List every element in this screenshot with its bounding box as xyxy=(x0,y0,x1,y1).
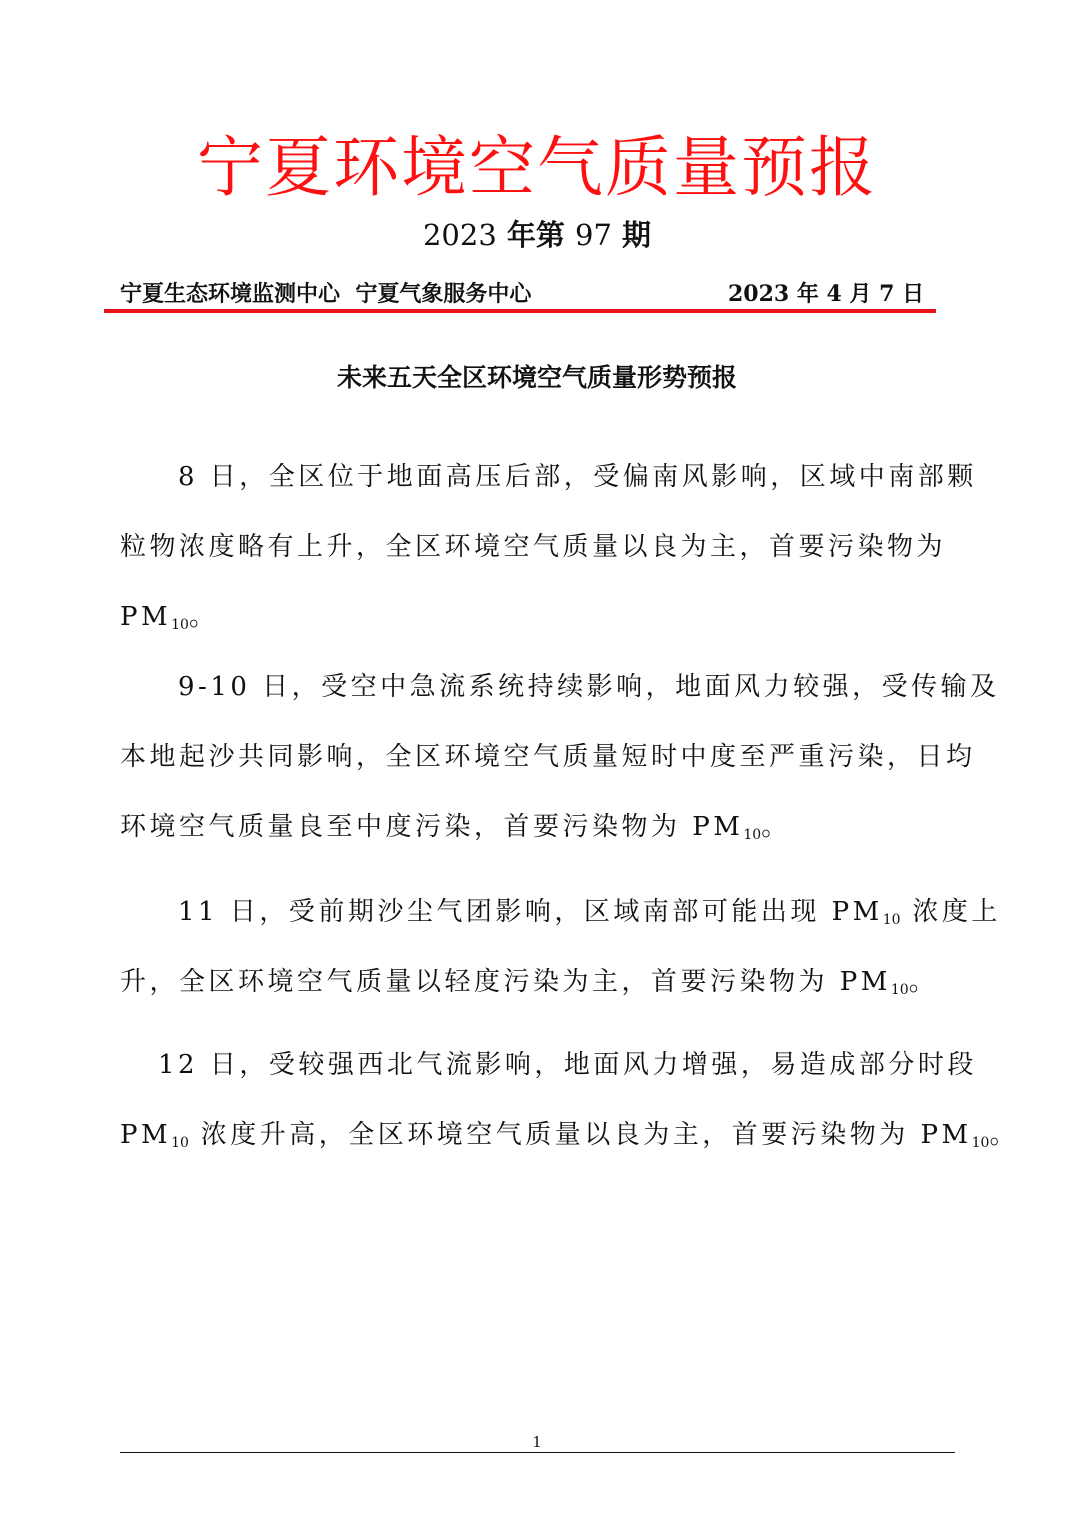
section-title: 未来五天全区环境空气质量形势预报 xyxy=(336,363,737,392)
paragraph-line xyxy=(120,1100,1019,1170)
issue-suffix: 期 xyxy=(611,218,652,252)
paragraph-line: 12 日，受较强西北气流影响，地面风力增强，易造成部分时段 xyxy=(158,1050,977,1080)
paragraph-line xyxy=(120,582,955,652)
pm-text: PM xyxy=(120,602,172,632)
pm-subscript: 10 xyxy=(743,827,762,843)
line-text: 11 日，受前期沙尘气团影响，区域南部可能出现 PM xyxy=(178,897,883,927)
publishers: 宁夏生态环境监测中心 宁夏气象服务中心 xyxy=(120,281,532,307)
masthead-title: 宁夏环境空气质量预报 xyxy=(197,129,877,206)
paragraph-day-9-10 xyxy=(120,652,1000,862)
pm-subscript: 10 xyxy=(971,1135,990,1151)
pm-subscript: 10 xyxy=(882,912,901,928)
pm-subscript: 10 xyxy=(890,982,909,998)
red-divider xyxy=(104,309,936,313)
paragraph-line: 粒物浓度略有上升，全区环境空气质量以良为主，首要污染物为 xyxy=(120,532,947,562)
line-text: 环境空气质量良至中度污染，首要污染物为 PM xyxy=(120,812,744,842)
line-text: 浓度上 xyxy=(900,897,1001,927)
issue-year-suffix: 年第 xyxy=(496,218,575,252)
issue-year: 2023 xyxy=(422,218,497,252)
paragraph-day-11 xyxy=(120,877,1001,1017)
line-text: 浓度升高，全区环境空气质量以良为主，首要污染物为 PM xyxy=(188,1120,972,1150)
paragraph-line: 8 日，全区位于地面高压后部，受偏南风影响，区域中南部颗 xyxy=(178,462,977,492)
pm-subscript: 10 xyxy=(171,617,189,633)
pm-subscript: 10 xyxy=(171,1135,189,1151)
footer-divider xyxy=(120,1452,955,1453)
paragraph-line xyxy=(120,947,955,1017)
page-number: 1 xyxy=(532,1433,542,1451)
issue-number: 97 xyxy=(575,218,612,252)
line-text: 升，全区环境空气质量以轻度污染为主，首要污染物为 PM xyxy=(120,967,891,997)
line-end: 。 xyxy=(908,967,939,997)
line-end: 。 xyxy=(761,812,791,842)
paragraph-line xyxy=(120,877,1001,947)
line-end: 。 xyxy=(188,602,219,632)
pm-text: PM xyxy=(120,1120,172,1150)
publisher-row xyxy=(120,278,925,310)
paragraph-day-12 xyxy=(120,1030,1019,1170)
issue-date: 2023 年 4 月 7 日 xyxy=(728,281,925,307)
paragraph-line: 本地起沙共同影响，全区环境空气质量短时中度至严重污染，日均 xyxy=(120,742,976,772)
line-end: 。 xyxy=(989,1120,1019,1150)
issue-line xyxy=(0,215,1074,255)
paragraph-day-8 xyxy=(120,442,977,652)
paragraph-line xyxy=(120,792,955,862)
paragraph-line: 9-10 日，受空中急流系统持续影响，地面风力较强，受传输及 xyxy=(178,672,1000,702)
